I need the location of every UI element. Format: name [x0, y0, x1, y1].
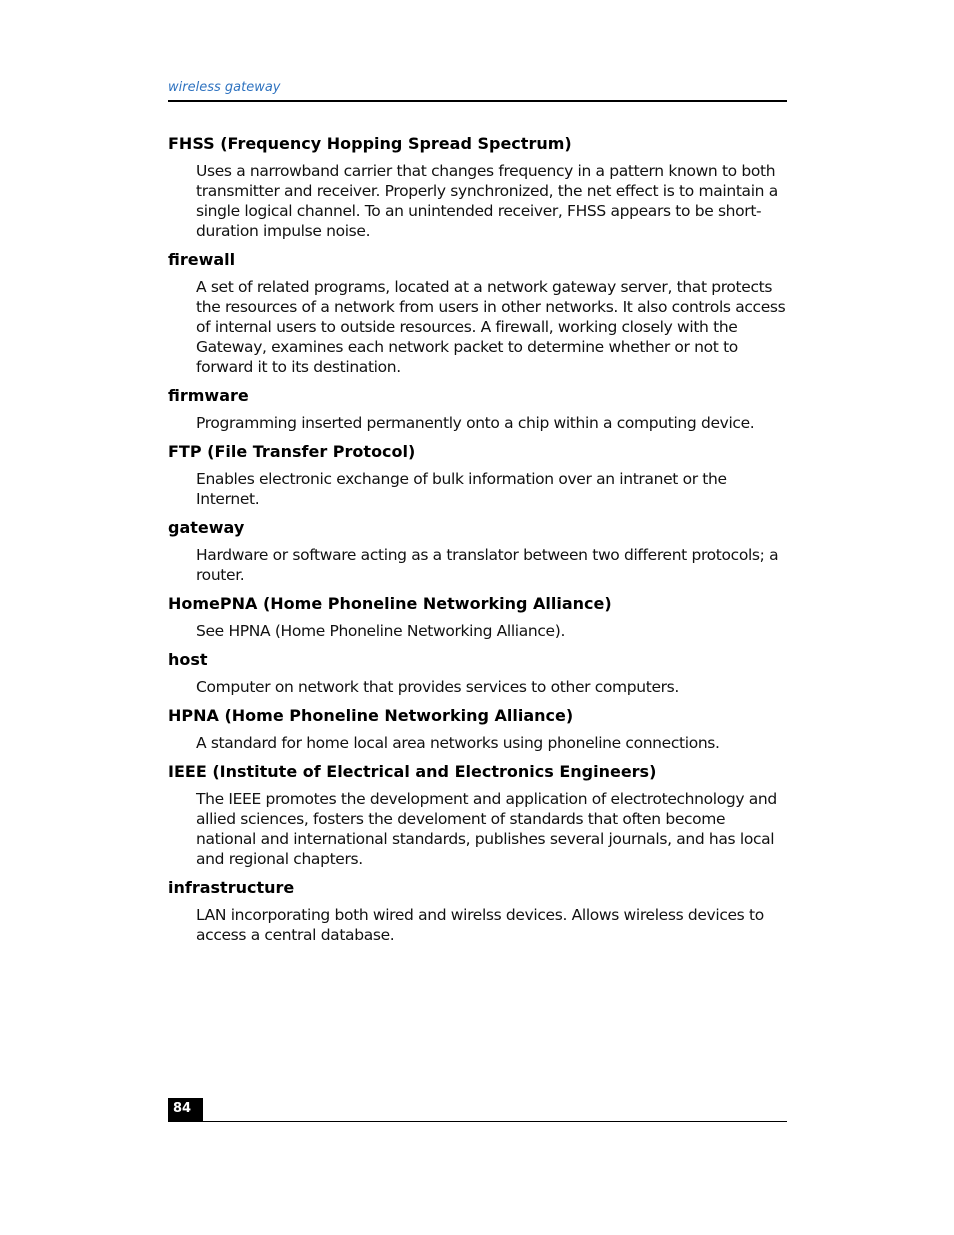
glossary-definition: Enables electronic exchange of bulk information over an intranet or the Internet. [196, 470, 727, 508]
glossary-term: firmware [168, 386, 249, 405]
footer-divider [168, 1121, 787, 1122]
header-divider [168, 100, 787, 102]
glossary-definition: A standard for home local area networks using phoneline connections. [196, 734, 720, 752]
glossary-definition: LAN incorporating both wired and wirelss devices. Allows wireless devices to access a central database. [196, 906, 764, 944]
glossary-definition: See HPNA (Home Phoneline Networking Alliance). [196, 622, 566, 640]
running-header: wireless gateway [168, 80, 281, 95]
glossary-term: firewall [168, 250, 236, 269]
glossary-entry-infrastructure [168, 878, 787, 945]
glossary-entry-ftp [168, 442, 787, 509]
glossary-entry-hpna [168, 706, 787, 753]
glossary-term: gateway [168, 518, 245, 537]
glossary-term: HomePNA (Home Phoneline Networking Alliance) [168, 594, 612, 613]
glossary-term: FHSS (Frequency Hopping Spread Spectrum) [168, 134, 572, 153]
glossary-entry-gateway [168, 518, 787, 585]
glossary-definition: A set of related programs, located at a network gateway server, that protects the resources of a network from users in other networks. It also controls access of internal users to outside resources. A firewall, working closely with the Gateway, examines each network packet to determine whether or not to forward it to its destination. [196, 278, 786, 376]
glossary-term: IEEE (Institute of Electrical and Electronics Engineers) [168, 762, 657, 781]
glossary-term: HPNA (Home Phoneline Networking Alliance) [168, 706, 574, 725]
glossary-definition: The IEEE promotes the development and application of electrotechnology and allied sciences, fosters the develoment of standards that often become national and international standards, publishes several journals, and has local and regional chapters. [196, 790, 777, 868]
glossary-definition: Programming inserted permanently onto a chip within a computing device. [196, 414, 755, 432]
glossary-term: host [168, 650, 208, 669]
glossary-definition: Uses a narrowband carrier that changes frequency in a pattern known to both transmitter and receiver. Properly synchronized, the net effect is to maintain a single logical channel. To an unintended receiver, FHSS appears to be short-duration impulse noise. [196, 162, 778, 240]
glossary-definition: Computer on network that provides services to other computers. [196, 678, 679, 696]
glossary-term: infrastructure [168, 878, 295, 897]
glossary-entry-firmware [168, 386, 787, 433]
glossary-entry-fhss [168, 134, 787, 241]
glossary-entry-host [168, 650, 787, 697]
page-number: 84 [168, 1098, 203, 1122]
glossary-term: FTP (File Transfer Protocol) [168, 442, 416, 461]
glossary-entry-ieee [168, 762, 787, 869]
glossary-list [168, 134, 787, 954]
glossary-entry-homepna [168, 594, 787, 641]
glossary-definition: Hardware or software acting as a translator between two different protocols; a router. [196, 546, 779, 584]
glossary-entry-firewall [168, 250, 787, 377]
